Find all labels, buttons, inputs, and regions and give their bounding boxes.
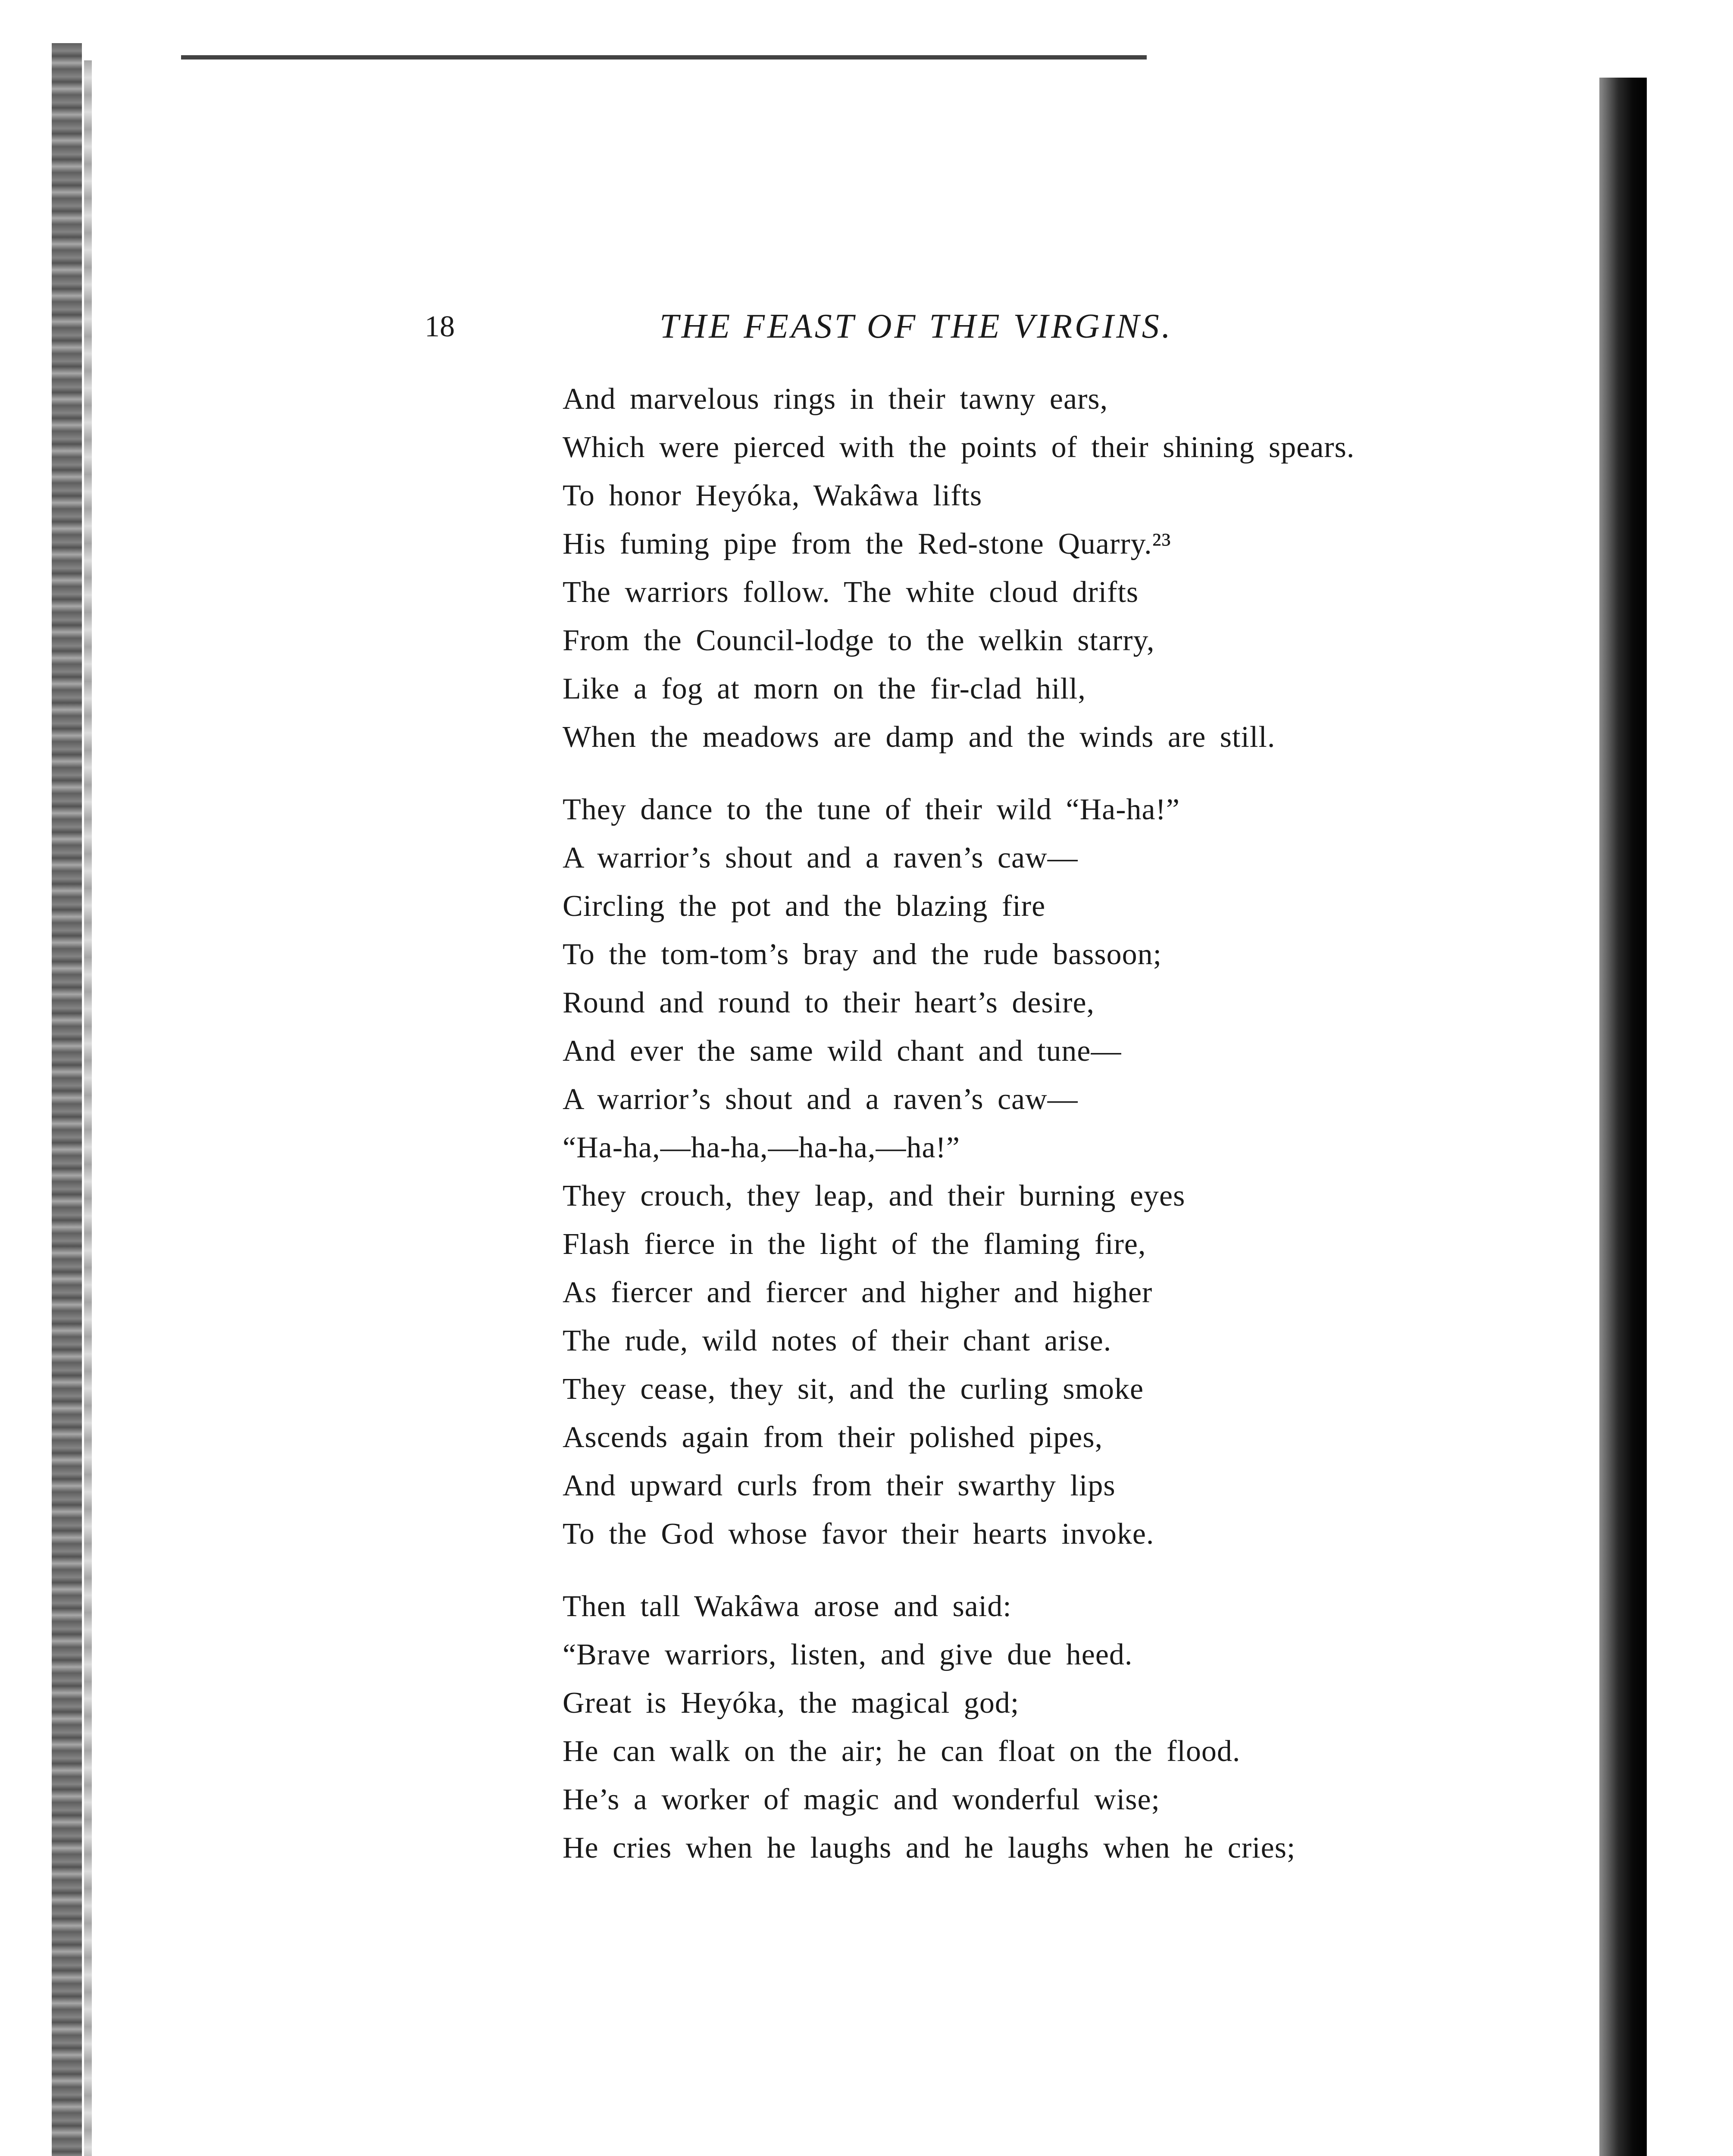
stanza-2 xyxy=(563,786,1511,1558)
stanza-3 xyxy=(563,1583,1511,1872)
poem-line: To honor Heyóka, Wakâwa lifts xyxy=(563,479,982,512)
poem-line: As fiercer and fiercer and higher and higher xyxy=(563,1276,1153,1309)
poem-line: Like a fog at morn on the fir-clad hill, xyxy=(563,672,1086,705)
poem-line: They cease, they sit, and the curling smoke xyxy=(563,1373,1144,1406)
poem-line: When the meadows are damp and the winds are still. xyxy=(563,721,1276,754)
poem-line: He can walk on the air; he can float on the flood. xyxy=(563,1735,1241,1768)
poem-line: The warriors follow. The white cloud drifts xyxy=(563,576,1139,609)
poem-line: To the tom-tom’s bray and the rude bassoon; xyxy=(563,938,1162,971)
poem-line: “Ha-ha,—ha-ha,—ha-ha,—ha!” xyxy=(563,1131,960,1164)
stanza-1 xyxy=(563,375,1511,761)
poem-line: From the Council-lodge to the welkin starry, xyxy=(563,624,1155,657)
poem-line: And upward curls from their swarthy lips xyxy=(563,1469,1116,1502)
poem-line: The rude, wild notes of their chant arise. xyxy=(563,1324,1112,1357)
page-edge-shadow xyxy=(1599,78,1647,2156)
binding-edge xyxy=(84,60,92,2156)
poem-line: And marvelous rings in their tawny ears, xyxy=(563,382,1108,416)
poem-line: And ever the same wild chant and tune— xyxy=(563,1034,1122,1068)
poem-line: Flash fierce in the light of the flaming fire, xyxy=(563,1228,1146,1261)
poem-line: A warrior’s shout and a raven’s caw— xyxy=(563,841,1078,874)
poem-line: Ascends again from their polished pipes, xyxy=(563,1421,1103,1454)
poem-line: Which were pierced with the points of their shining spears. xyxy=(563,431,1355,464)
running-title: THE FEAST OF THE VIRGINS. xyxy=(660,307,1173,345)
poem-body xyxy=(563,375,1511,1896)
poem-line: They dance to the tune of their wild “Ha-ha!” xyxy=(563,793,1180,826)
poem-line: They crouch, they leap, and their burning eyes xyxy=(563,1179,1186,1213)
poem-line: Then tall Wakâwa arose and said: xyxy=(563,1590,1012,1623)
binding-shadow xyxy=(52,43,82,2156)
page-number: 18 xyxy=(425,310,455,343)
poem-line: He cries when he laughs and he laughs when he cries; xyxy=(563,1831,1296,1865)
poem-line: A warrior’s shout and a raven’s caw— xyxy=(563,1083,1078,1116)
poem-line: He’s a worker of magic and wonderful wise; xyxy=(563,1783,1160,1816)
top-scan-rule xyxy=(181,55,1147,60)
poem-line: His fuming pipe from the Red-stone Quarry.²³ xyxy=(563,527,1171,561)
poem-line: Great is Heyóka, the magical god; xyxy=(563,1686,1020,1720)
poem-line: Circling the pot and the blazing fire xyxy=(563,890,1046,923)
poem-line: “Brave warriors, listen, and give due heed. xyxy=(563,1638,1133,1671)
poem-line: Round and round to their heart’s desire, xyxy=(563,986,1095,1019)
poem-line: To the God whose favor their hearts invoke. xyxy=(563,1517,1154,1551)
